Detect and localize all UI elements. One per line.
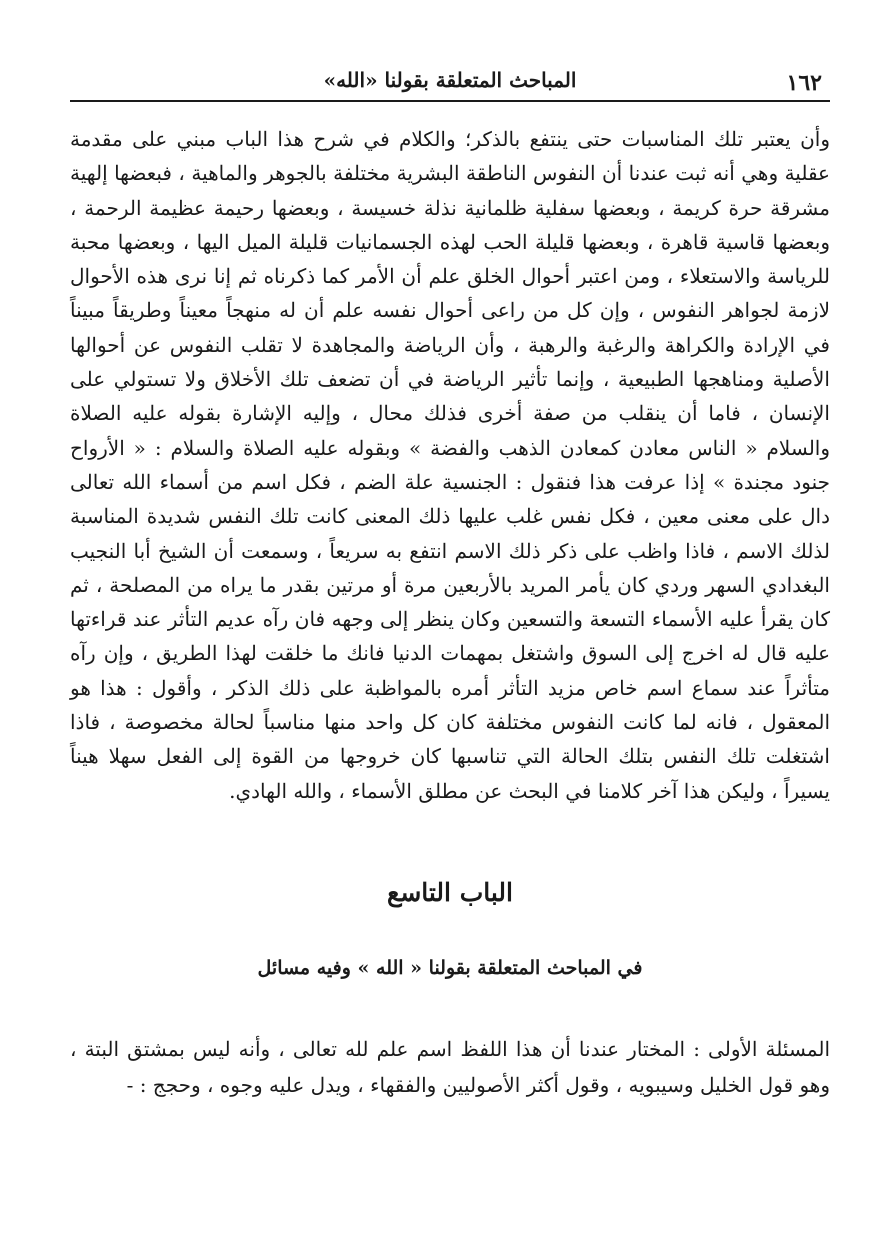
section-paragraph: المسئلة الأولى : المختار عندنا أن هذا اللفظ اسم علم لله تعالى ، وأنه ليس بمشتق البتة ، وهو قول الخليل وسيبويه ، وقول أكثر الأصوليين والفقهاء ، ويدل عليه وجوه ، وحجج : - [70, 1037, 830, 1097]
page-number: ١٦٢ [786, 70, 822, 96]
body-paragraph: وأن يعتبر تلك المناسبات حتى ينتفع بالذكر؛ والكلام في شرح هذا الباب مبني على مقدمة عقلية وهي أنه ثبت عندنا أن النفوس الناطقة البشرية مختلفة بالجوهر والماهية ، فبعضها إلهية مشرقة حرة كريمة ، وبعضها سفلية ظلمانية نذلة خسيسة ، وبعضها رحيمة عظيمة الرحمة ، وبعضها قاسية قاهرة ، وبعضها قليلة الحب لهذه الجسمانيات قليلة الميل اليها ، وبعضها محبة للرياسة والاستعلاء ، ومن اعتبر أحوال الخلق علم أن الأمر كما ذكرناه ثم إنا نرى هذه الأحوال لازمة لجواهر النفوس ، وإن كل من راعى أحوال نفسه علم أن له منهجاً معيناً وطريقاً مبيناً في الإرادة والكراهة والرغبة والرهبة ، وأن الرياضة والمجاهدة لا تقلب النفوس عن أحوالها الأصلية ومناهجها الطبيعية ، وإنما تأثير الرياضة في أن تضعف تلك الأخلاق ولا تستولي على الإنسان ، فاما أن ينقلب من صفة أخرى فذلك محال ، وإليه الإشارة بقوله عليه الصلاة والسلام « الناس معادن كمعادن الذهب والفضة » وبقوله عليه الصلاة والسلام : « الأرواح جنود مجندة » إذا عرفت هذا فنقول : الجنسية علة الضم ، فكل اسم من أسماء الله تعالى دال على معنى معين ، فكل نفس غلب عليها ذلك المعنى كانت تلك النفس شديدة المناسبة لذلك الاسم ، فاذا واظب على ذكر ذلك الاسم انتفع به سريعاً ، وسمعت أن الشيخ أبا النجيب البغدادي السهر وردي كان يأمر المريد بالأربعين مرة أو مرتين بقدر ما يراه من المصلحة ، ثم كان يقرأ عليه الأسماء التسعة والتسعين وكان ينظر إلى وجهه فان رآه عديم التأثر عند قراءتها عليه قال له اخرج إلى السوق واشتغل بمهمات الدنيا فانك ما خلقت لهذا الطريق ، وإن رآه متأثراً عند سماع اسم خاص مزيد التأثر أمره بالمواظبة على ذلك الذكر ، وأقول : هذا هو المعقول ، فانه لما كانت النفوس مختلفة كان كل واحد منها مناسباً لحالة مخصوصة ، فاذا اشتغلت تلك النفس بتلك الحالة التي تناسبها كان خروجها من القوة إلى الفعل سهلا هيناً يسيراً ، وليكن هذا آخر كلامنا في البحث عن مطلق الأسماء ، والله الهادي. [70, 127, 830, 803]
running-header [70, 62, 830, 102]
body-text-block [70, 122, 830, 808]
section-text-block [70, 1031, 830, 1103]
running-title: المباحث المتعلقة بقولنا «الله» [323, 68, 577, 92]
chapter-title: الباب التاسع [387, 878, 513, 907]
header-rule [70, 100, 830, 102]
chapter-subtitle: في المباحث المتعلقة بقولنا « الله » وفيه مسائل [257, 957, 643, 979]
